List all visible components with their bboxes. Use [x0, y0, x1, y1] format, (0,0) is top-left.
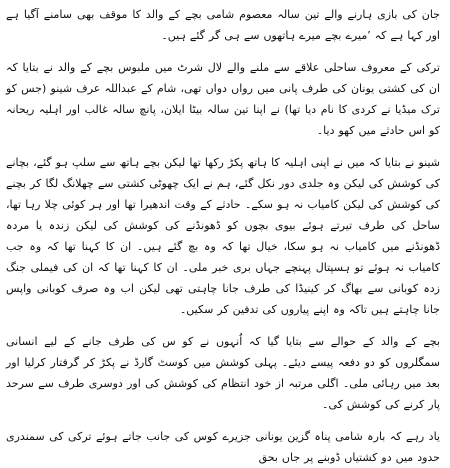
article-paragraph-2: ترکی کے معروف ساحلی علاقے سے ملنے والے لال شرٹ میں ملبوس بچے کے والد نے بتایا کہ ان کی کشتی یونان کی طرف پانی میں رواں دواں تھی، شام کے عبداللہ عرف شینو (جس کو ترک میڈیا نے کردی کا نام دیا تھا) نے اپنا تین سالہ بیٹا ایلان، پانچ سالہ غالب اور اہلیہ ریحانہ کو اس حادثے میں کھو دیا۔ [6, 61, 440, 137]
article-paragraph-3: شینو نے بتایا کہ میں نے اپنی اہلیہ کا ہاتھ پکڑ رکھا تھا لیکن بچے ہاتھ سے سلپ ہو گئے، بچانے کی کوشش کی لیکن وہ جلدی دور نکل گئے، ہم نے ایک چھوٹی کشتی سے چھلانگ لگا کر بچنے کی کوشش کی لیکن کامیاب نہ ہو سکے۔ حادثے کے وقت اندھیرا تھا اور ہر کوئی چلا رہا تھا، ساحل کی طرف تیرتے ہوئے بیوی بچوں کو ڈھونڈنے کی کوشش کی لیکن زندہ یا مردہ ڈھونڈنے میں کامیاب نہ ہو سکا، خیال تھا کہ وہ بچ گئے ہیں۔ ان کا کہنا تھا کہ وہ جب کامیاب نہ ہوئے تو ہسپتال پہنچے جہاں بری خبر ملی۔ ان کا کہنا تھا کہ ان کی فیملی جنگ زدہ کوبانی سے بھاگ کر کینیڈا کی طرف جانا چاہتی تھی لیکن اب وہ صرف کوبانی واپس جانا چاہتے ہیں تاکہ وہ اپنے پیاروں کی تدفین کر سکیں۔ [6, 156, 440, 316]
news-article [6, 4, 440, 468]
article-paragraph-4: بچے کے والد کے حوالے سے بتایا گیا کہ اُنہوں نے کو س کی طرف جانے کے لیے انسانی سمگلروں کو دو دفعہ پیسے دیئے۔ پہلی کوشش میں کوسٹ گارڈ نے پکڑ کر گرفتار کرلیا اور بعد میں رہائی ملی۔ اگلی مرتبہ از خود انتظام کی کوشش کی اور دوسری طرف سے سرحد پار کرنے کی کوشش کی۔ [6, 335, 440, 411]
article-paragraph-5: یاد رہے کہ بارہ شامی پناہ گزین یونانی جزیرے کوس کی جانب جاتے ہوئے ترکی کی سمندری حدود میں دو کشتیاں ڈوبنے پر جاں بحق [6, 430, 440, 464]
article-paragraph-1: جان کی بازی ہارنے والے تین سالہ معصوم شامی بچے کے والد کا موقف بھی سامنے آگیا ہے اور کہا ہے کہ ’میرے بچے میرے ہاتھوں سے ہی گر گئے ہیں۔ [6, 8, 440, 42]
